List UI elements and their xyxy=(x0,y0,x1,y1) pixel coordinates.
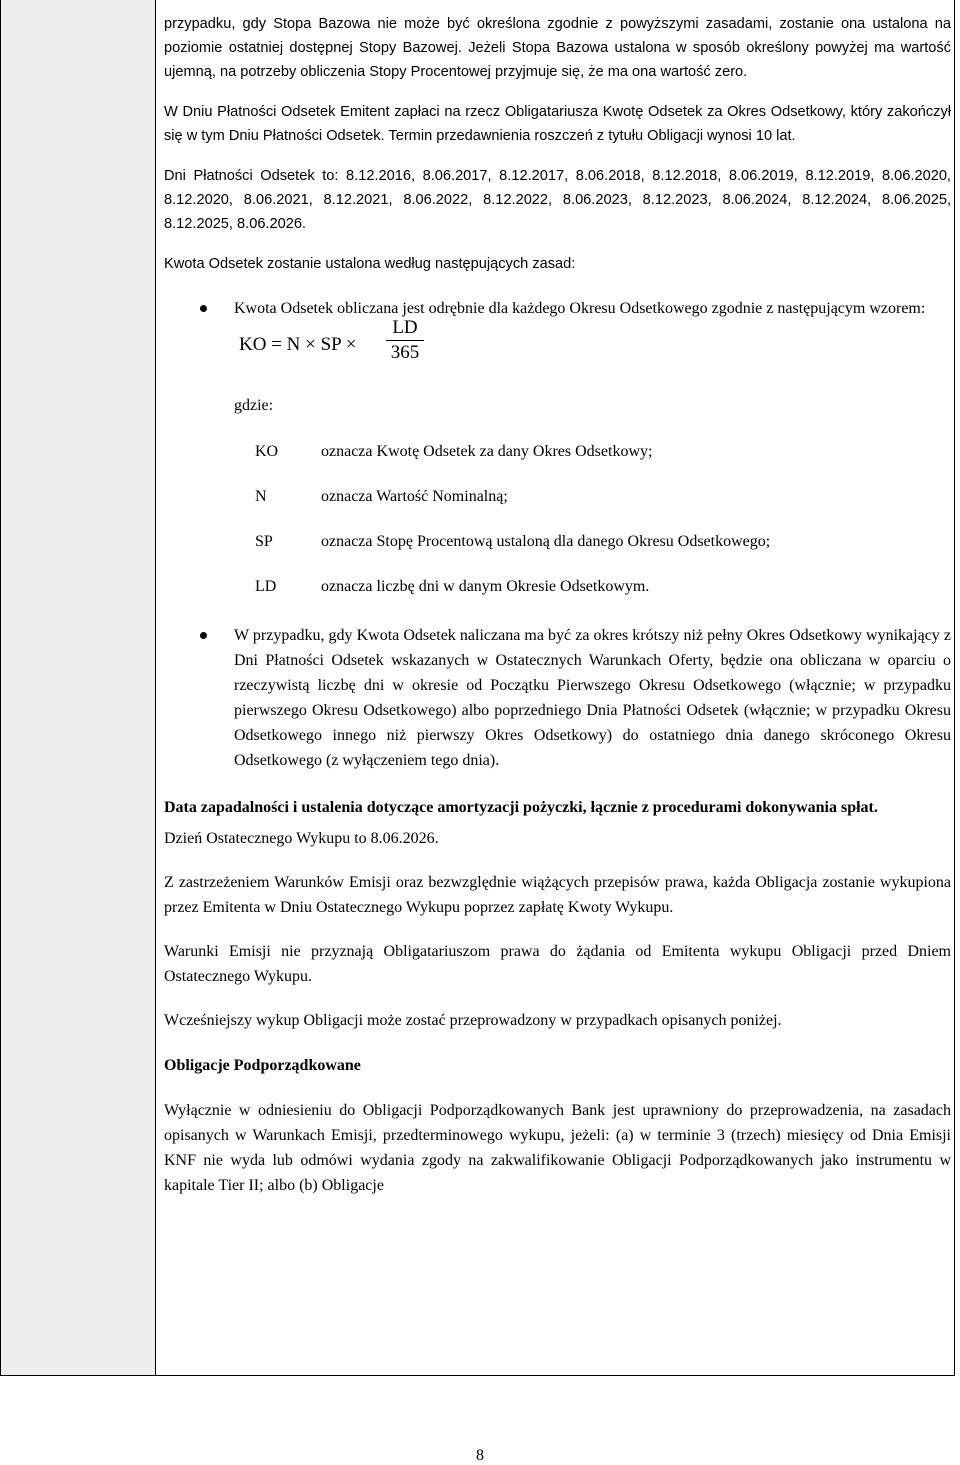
definition-description: oznacza Stopę Procentową ustaloną dla danego Okresu Odsetkowego; xyxy=(321,533,771,550)
definition-description: oznacza Wartość Nominalną; xyxy=(321,488,508,505)
definitions-list xyxy=(164,439,951,619)
paragraph-payment: W Dniu Płatności Odsetek Emitent zapłaci na rzecz Obligatariusza Kwotę Odsetek za Okres Odsetkowy, który zakończył się w tym Dniu Płatności Odsetek. Termin przedawnienia roszczeń z tytułu Obligacji wynosi 10 lat. xyxy=(164,104,951,144)
definition-term: SP xyxy=(255,533,273,550)
bullet-icon xyxy=(200,632,207,639)
content-cell xyxy=(164,12,951,1198)
left-label-column xyxy=(1,0,156,1375)
paragraph-interest-rules: Kwota Odsetek zostanie ustalona według następujących zasad: xyxy=(164,256,576,272)
definition-term: N xyxy=(255,488,267,505)
definition-row xyxy=(164,484,951,529)
definition-description: oznacza Kwotę Odsetek za dany Okres Odsetkowy; xyxy=(321,443,653,460)
definition-term: LD xyxy=(255,578,277,595)
definition-row xyxy=(164,574,951,619)
definition-term: KO xyxy=(255,443,279,460)
list-item xyxy=(164,623,951,773)
definition-description: oznacza liczbę dni w danym Okresie Odsetkowym. xyxy=(321,578,650,595)
interest-formula xyxy=(239,317,951,373)
bullet-text-formula-intro: Kwota Odsetek obliczana jest odrębnie dla każdego Okresu Odsetkowego zgodnie z następującym wzorem: xyxy=(234,300,926,317)
formula-fraction xyxy=(384,316,426,365)
paragraph-maturity-date: Dzień Ostatecznego Wykupu to 8.06.2026. xyxy=(164,830,439,847)
formula-lhs: KO = N × SP × xyxy=(239,334,357,355)
definition-row xyxy=(164,529,951,574)
bullet-icon xyxy=(200,305,207,312)
list-item xyxy=(164,296,951,321)
heading-subordinated: Obligacje Podporządkowane xyxy=(164,1057,361,1074)
formula-denominator: 365 xyxy=(390,342,420,363)
formula-numerator: LD xyxy=(392,317,418,338)
paragraph-base-rate: przypadku, gdy Stopa Bazowa nie może być określona zgodnie z powyższymi zasadami, zostanie ona ustalona na poziomie ostatniej dostępnej Stopy Bazowej. Jeżeli Stopa Bazowa ustalona w sposób określony powyżej ma wartość ujemną, na potrzeby obliczenia Stopy Procentowej przyjmuje się, że ma ona wartość zero. xyxy=(164,16,951,80)
paragraph-no-put-right: Warunki Emisji nie przyznają Obligatariuszom prawa do żądania od Emitenta wykupu Obligacji przed Dniem Ostatecznego Wykupu. xyxy=(164,943,951,985)
page-number: 8 xyxy=(476,1447,484,1464)
paragraph-redemption: Z zastrzeżeniem Warunków Emisji oraz bezwzględnie wiążących przepisów prawa, każda Obligacja zostanie wykupiona przez Emitenta w Dniu Ostatecznego Wykupu poprzez zapłatę Kwoty Wykupu. xyxy=(164,874,951,916)
heading-maturity: Data zapadalności i ustalenia dotyczące amortyzacji pożyczki, łącznie z procedurami dokonywania spłat. xyxy=(164,799,878,816)
paragraph-payment-dates: Dni Płatności Odsetek to: 8.12.2016, 8.06.2017, 8.12.2017, 8.06.2018, 8.12.2018, 8.06.2019, 8.12.2019, 8.06.2020, 8.12.2020, 8.06.2021, 8.12.2021, 8.06.2022, 8.12.2022, 8.06.2023, 8.12.2023, 8.06.2024, 8.12.2024, 8.06.2025, 8.12.2025, 8.06.2026. xyxy=(164,168,951,232)
definition-row xyxy=(164,439,951,484)
bullet-text-shortened-period: W przypadku, gdy Kwota Odsetek naliczana ma być za okres krótszy niż pełny Okres Odsetkowy wynikający z Dni Płatności Odsetek wskazanych w Ostatecznych Warunkach Oferty, będzie ona obliczana w oparciu o rzeczywistą liczbę dni w okresie od Początku Pierwszego Okresu Odsetkowego (włącznie; w przypadku pierwszego Okresu Odsetkowego) albo poprzedniego Dnia Płatności Odsetek (włącznie; w przypadku Okresu Odsetkowego innego niż pierwszy Okres Odsetkowy) do ostatniego dnia danego skróconego Okresu Odsetkowego (z wyłączeniem tego dnia). xyxy=(234,627,951,769)
paragraph-early-redemption: Wcześniejszy wykup Obligacji może zostać przeprowadzony w przypadkach opisanych poniżej. xyxy=(164,1012,782,1029)
paragraph-subordinated: Wyłącznie w odniesieniu do Obligacji Podporządkowanych Bank jest uprawniony do przeprowadzenia, na zasadach opisanych w Warunkach Emisji, przedterminowego wykupu, jeżeli: (a) w terminie 3 (trzech) miesięcy od Dnia Emisji KNF nie wyda lub odmówi wydania zgody na zakwalifikowanie Obligacji Podporządkowanych jako instrumentu w kapitale Tier II; albo (b) Obligacje xyxy=(164,1102,951,1194)
where-label: gdzie: xyxy=(234,397,274,414)
